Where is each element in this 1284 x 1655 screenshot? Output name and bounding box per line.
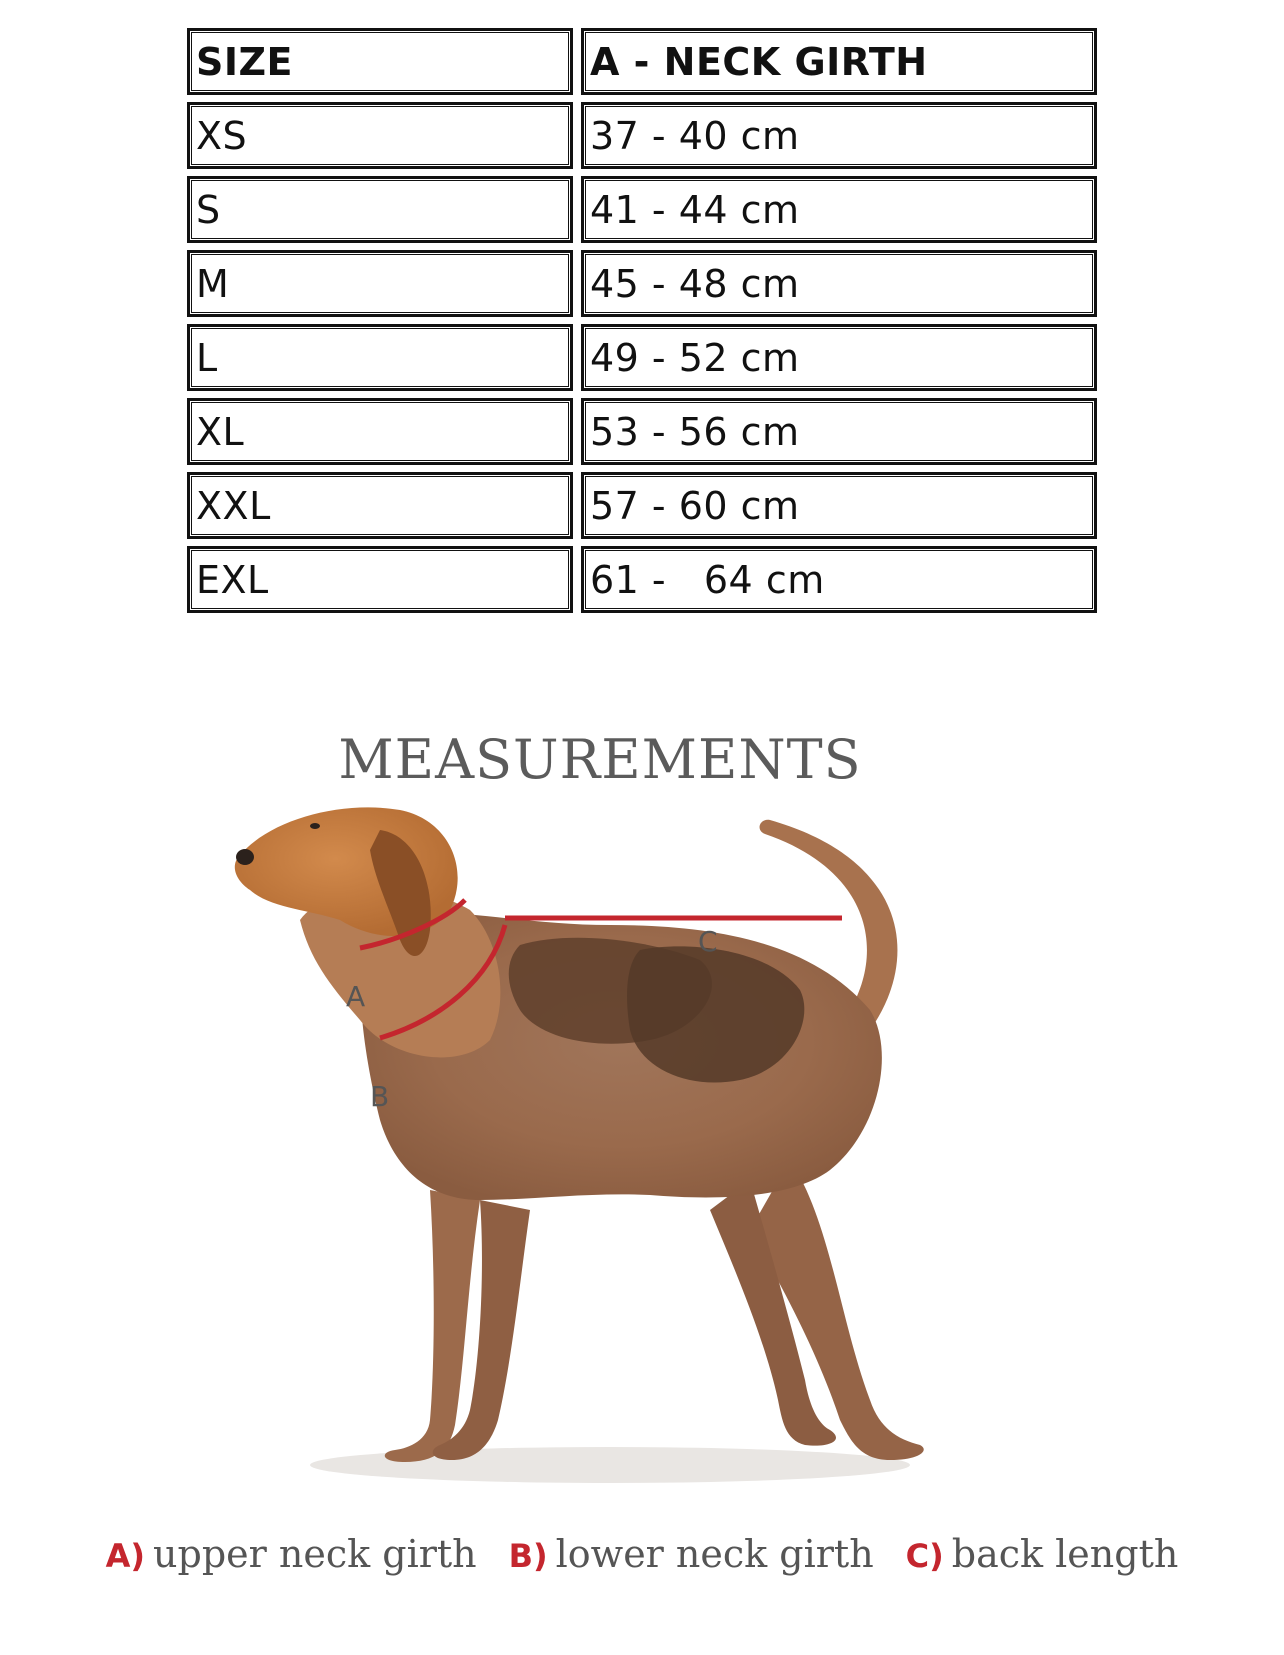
legend-item-b <box>509 1532 874 1576</box>
size-cell: S <box>187 176 573 243</box>
header-neck-girth: A - NECK GIRTH <box>581 28 1097 95</box>
measurements-title: MEASUREMENTS <box>338 728 862 791</box>
girth-cell: 53 - 56 cm <box>581 398 1097 465</box>
size-cell: EXL <box>187 546 573 613</box>
legend-item-c <box>906 1532 1179 1576</box>
size-cell: M <box>187 250 573 317</box>
measurement-legend <box>0 1532 1284 1576</box>
girth-cell: 45 - 48 cm <box>581 250 1097 317</box>
legend-item-a <box>106 1532 477 1576</box>
size-chart-table <box>187 28 1097 613</box>
legend-key-a: A) <box>105 1537 146 1575</box>
callout-c: C <box>698 925 718 958</box>
callout-a: A <box>346 980 366 1013</box>
legend-key-b: B) <box>508 1537 548 1575</box>
dog-illustration <box>230 800 990 1500</box>
size-cell: XL <box>187 398 573 465</box>
legend-key-c: C) <box>905 1537 944 1575</box>
size-cell: L <box>187 324 573 391</box>
girth-cell: 37 - 40 cm <box>581 102 1097 169</box>
callout-b: B <box>370 1080 390 1113</box>
girth-cell: 57 - 60 cm <box>581 472 1097 539</box>
size-cell: XS <box>187 102 573 169</box>
girth-cell: 49 - 52 cm <box>581 324 1097 391</box>
legend-text-c: back length <box>951 1532 1179 1576</box>
header-size: SIZE <box>187 28 573 95</box>
size-cell: XXL <box>187 472 573 539</box>
legend-text-b: lower neck girth <box>555 1532 874 1576</box>
girth-cell: 61 - 64 cm <box>581 546 1097 613</box>
girth-cell: 41 - 44 cm <box>581 176 1097 243</box>
legend-text-a: upper neck girth <box>153 1532 477 1576</box>
